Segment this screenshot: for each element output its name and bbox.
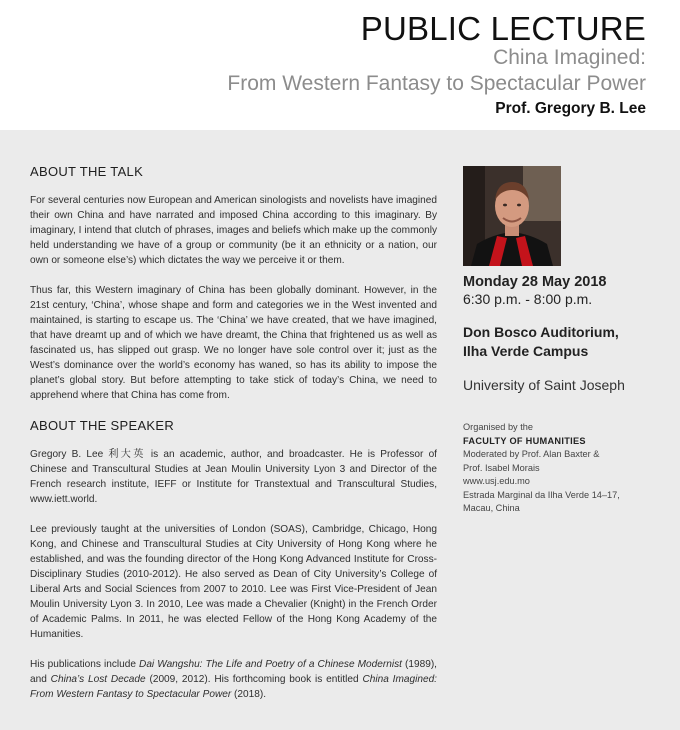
- book-title: China Imagined: From Western Fantasy to Spectacular Power: [30, 674, 437, 700]
- venue-line-2: Ilha Verde Campus: [463, 343, 589, 359]
- book-title: China’s Lost Decade: [50, 674, 146, 685]
- speaker-photo: [463, 166, 561, 266]
- publications-text: (2009, 2012). His forthcoming book is entitled: [145, 674, 363, 685]
- website-text: www.usj.edu.mo: [463, 476, 530, 486]
- lecture-title-line1: China Imagined:: [493, 46, 646, 69]
- about-talk-paragraph-1: For several centuries now European and American sinologists and novelists have imagined their own China and have narrated and imposed China according to this imaginary. By imaginary, I intend that clutch of phrases, images and beliefs which make up the commonly held understanding we have of a group or community (be it an ethnicity or a nation, our own or someone else’s) which dictates the way we perceive it or them.: [30, 195, 437, 266]
- event-info-column: [463, 166, 663, 516]
- publications-text: (1989), and: [30, 659, 437, 685]
- poster-title: PUBLIC LECTURE: [360, 10, 646, 47]
- address-line-2: Macau, China: [463, 503, 520, 513]
- book-title: Dai Wangshu: The Life and Poetry of a Chinese Modernist: [139, 659, 402, 670]
- organiser-info: [463, 421, 663, 516]
- about-speaker-paragraph-1: Gregory B. Lee 利大英 is an academic, author, and broadcaster. He is Professor of Chinese and Transcultural Studies at Jean Moulin University Lyon 3 and Director of the French research institute, IEFF or Institute for Transtextual and Transcultural Studies, www.iett.world.: [30, 449, 437, 505]
- publications-text: His publications include: [30, 659, 140, 670]
- about-speaker-paragraph-2: Lee previously taught at the universities of London (SOAS), Cambridge, Chicago, Hong Kong, and Chinese and Transcultural Studies at City University of Hong Kong where he established, and was the founding director of the Hong Kong Advanced Institute for Cross-Disciplinary Studies (2010-2012). He also served as Dean of City University’s College of Liberal Arts and Social Sciences from 2007 to 2010. Lee was First Vice-President of Jean Moulin University Lyon 3. In 2010, Lee was made a Chevalier (Knight) in the French Order of Academic Palms. In 2011, he was elected Fellow of the Hong Kong Academy of the Humanities.: [30, 524, 437, 640]
- poster-header: [0, 0, 680, 130]
- venue-line-1: Don Bosco Auditorium,: [463, 324, 619, 340]
- event-time: 6:30 p.m. - 8:00 p.m.: [463, 291, 593, 307]
- organised-by-label: Organised by the: [463, 422, 533, 432]
- lecture-title-line2: From Western Fantasy to Spectacular Power: [227, 72, 646, 95]
- speaker-name: Prof. Gregory B. Lee: [495, 100, 646, 117]
- address-line-1: Estrada Marginal da Ilha Verde 14–17,: [463, 489, 620, 500]
- about-speaker-paragraph-3: [30, 657, 437, 702]
- faculty-name: FACULTY OF HUMANITIES: [463, 435, 586, 446]
- moderator-line-1: Moderated by Prof. Alan Baxter &: [463, 449, 600, 459]
- description-column: [30, 164, 437, 717]
- event-date: Monday 28 May 2018: [463, 274, 607, 290]
- university-name: University of Saint Joseph: [463, 377, 625, 393]
- speaker-portrait-image: [463, 166, 561, 266]
- event-venue: [463, 323, 663, 361]
- poster-body: [0, 130, 680, 730]
- about-talk-paragraph-2: Thus far, this Western imaginary of China has been globally dominant. However, in the 21st century, ‘China’, whose shape and form and categories we in the West invented and maintained, is starting to escape us. The ‘China’ we have created, that we have imagined, that have dreamt up and of which we have dreamt, the China that frightened us as well as fascinated us, has slipped out grasp. We no longer have sole control over it; just as the West’s dominance over the world’s economy has waned, so has its ability to impose the planet’s global story. But before attempting to take stick of today’s China, we need to apprehend where that China has come from.: [30, 285, 437, 401]
- about-talk-heading: ABOUT THE TALK: [30, 164, 144, 179]
- moderator-line-2: Prof. Isabel Morais: [463, 462, 540, 473]
- publications-text: (2018).: [231, 689, 267, 700]
- about-speaker-heading: ABOUT THE SPEAKER: [30, 418, 175, 433]
